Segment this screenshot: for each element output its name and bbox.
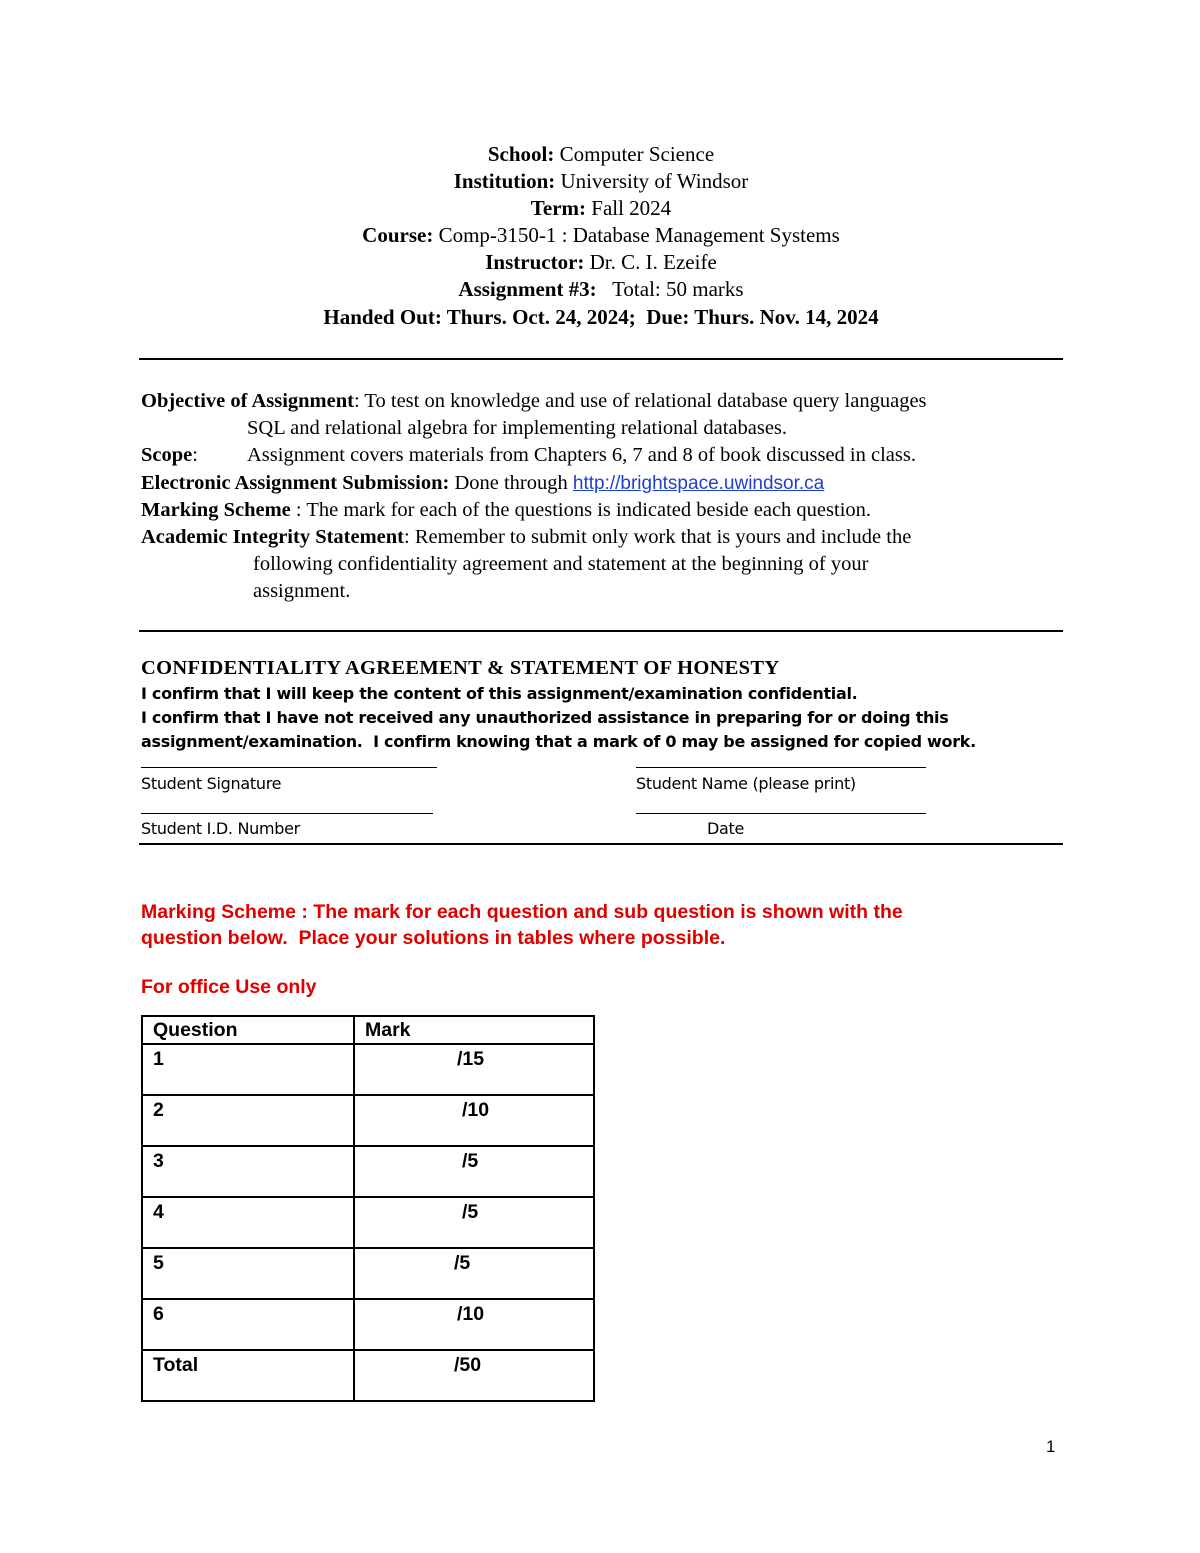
- marking-scheme-line-1: Marking Scheme : The mark for each question and sub question is shown with the: [141, 901, 903, 923]
- confidentiality-line-1: I confirm that I will keep the content of this assignment/examination confidential.: [141, 684, 858, 703]
- mark-value: /15: [457, 1048, 485, 1070]
- term-value: Fall 2024: [591, 196, 672, 220]
- instructor-label: Instructor:: [485, 250, 585, 274]
- scope-label: Scope: [141, 444, 193, 467]
- office-use-label: For office Use only: [141, 976, 317, 998]
- marking-scheme-line-2: question below. Place your solutions in tables where possible.: [141, 927, 726, 949]
- page-number: 1: [1046, 1437, 1056, 1456]
- integrity-label: Academic Integrity Statement: [141, 526, 405, 549]
- header-divider: [139, 358, 1063, 360]
- confidentiality-line-2: I confirm that I have not received any unauthorized assistance in preparing for or doing this: [141, 708, 949, 727]
- submission-row: [141, 470, 1071, 497]
- mark-value: /5: [462, 1150, 479, 1172]
- objective-row: [141, 388, 1071, 415]
- assignment-header: [140, 141, 1062, 331]
- mark-value: /10: [462, 1099, 490, 1121]
- table-row: [142, 1197, 594, 1248]
- confidentiality-divider: [139, 843, 1063, 845]
- instructor-value: Dr. C. I. Ezeife: [589, 250, 717, 274]
- table-row: [142, 1299, 594, 1350]
- integrity-continued-1: following confidentiality agreement and statement at the beginning of your: [253, 553, 869, 576]
- marking-row: [141, 497, 1071, 524]
- brightspace-link[interactable]: http://brightspace.uwindsor.ca: [572, 472, 825, 494]
- mark-cell[interactable]: [354, 1197, 594, 1248]
- objective-continued: SQL and relational algebra for implementing relational databases.: [247, 417, 788, 440]
- question-cell: 1: [142, 1044, 354, 1095]
- name-line[interactable]: [636, 767, 926, 768]
- mark-cell[interactable]: [354, 1248, 594, 1299]
- school-value: Computer Science: [559, 142, 715, 166]
- date-label: Date: [707, 819, 745, 838]
- student-id-line[interactable]: [141, 813, 433, 814]
- scope-text: Assignment covers materials from Chapters 6, 7 and 8 of book discussed in class.: [247, 444, 916, 467]
- integrity-continued-2: assignment.: [253, 580, 351, 603]
- question-header: Question: [142, 1016, 354, 1044]
- table-row-total: [142, 1350, 594, 1401]
- handed-out-due-line: Handed Out: Thurs. Oct. 24, 2024; Due: Thurs. Nov. 14, 2024: [323, 305, 879, 329]
- assignment-line: [140, 276, 1062, 303]
- marking-scheme-note: [141, 899, 903, 951]
- institution-value: University of Windsor: [560, 169, 749, 193]
- table-row: [142, 1044, 594, 1095]
- objective-text: : To test on knowledge and use of relational database query languages: [353, 390, 927, 412]
- scope-row: [141, 442, 1071, 469]
- confidentiality-section: [141, 655, 1071, 754]
- assignment-value: Total: 50 marks: [612, 277, 744, 301]
- course-label: Course:: [362, 223, 434, 247]
- question-cell: 6: [142, 1299, 354, 1350]
- mark-header: Mark: [354, 1016, 594, 1044]
- assignment-label: Assignment #3:: [458, 277, 597, 301]
- mark-value: /10: [457, 1303, 485, 1325]
- mark-cell[interactable]: [354, 1299, 594, 1350]
- scope-colon: :: [192, 444, 198, 467]
- mark-cell[interactable]: [354, 1044, 594, 1095]
- table-row: [142, 1248, 594, 1299]
- signature-line[interactable]: [141, 767, 437, 768]
- question-cell: Total: [142, 1350, 354, 1401]
- question-cell: 3: [142, 1146, 354, 1197]
- submission-label: Electronic Assignment Submission:: [141, 471, 450, 494]
- table-header-row: [142, 1016, 594, 1044]
- table-row: [142, 1146, 594, 1197]
- instructor-line: [140, 249, 1062, 276]
- institution-label: Institution:: [453, 169, 556, 193]
- marks-table: [141, 1015, 595, 1402]
- marking-label: Marking Scheme: [141, 498, 291, 521]
- confidentiality-line-3: assignment/examination. I confirm knowing that a mark of 0 may be assigned for copied work.: [141, 732, 976, 751]
- info-divider: [139, 630, 1063, 632]
- institution-line: [140, 168, 1062, 195]
- question-cell: 2: [142, 1095, 354, 1146]
- mark-cell[interactable]: [354, 1095, 594, 1146]
- student-id-label: Student I.D. Number: [141, 819, 300, 838]
- student-name-label: Student Name (please print): [636, 774, 856, 793]
- course-line: [140, 222, 1062, 249]
- mark-value: /5: [454, 1252, 471, 1274]
- school-line: [140, 141, 1062, 168]
- assignment-info: [141, 388, 1071, 606]
- mark-cell[interactable]: [354, 1350, 594, 1401]
- integrity-text: : Remember to submit only work that is yours and include the: [404, 526, 912, 549]
- question-cell: 4: [142, 1197, 354, 1248]
- course-value: Comp-3150-1 : Database Management Systems: [438, 223, 840, 247]
- table-row: [142, 1095, 594, 1146]
- submission-text: Done through: [454, 471, 568, 494]
- student-signature-label: Student Signature: [141, 774, 282, 793]
- mark-cell[interactable]: [354, 1146, 594, 1197]
- school-label: School:: [487, 142, 555, 166]
- objective-label: Objective of Assignment: [141, 390, 354, 412]
- question-cell: 5: [142, 1248, 354, 1299]
- confidentiality-title: CONFIDENTIALITY AGREEMENT & STATEMENT OF HONESTY: [141, 657, 780, 679]
- integrity-row: [141, 524, 1071, 551]
- marking-text: : The mark for each of the questions is indicated beside each question.: [290, 498, 872, 521]
- term-line: [140, 195, 1062, 222]
- term-label: Term:: [530, 196, 587, 220]
- date-line[interactable]: [636, 813, 926, 814]
- mark-value: /50: [454, 1354, 482, 1376]
- mark-value: /5: [462, 1201, 479, 1223]
